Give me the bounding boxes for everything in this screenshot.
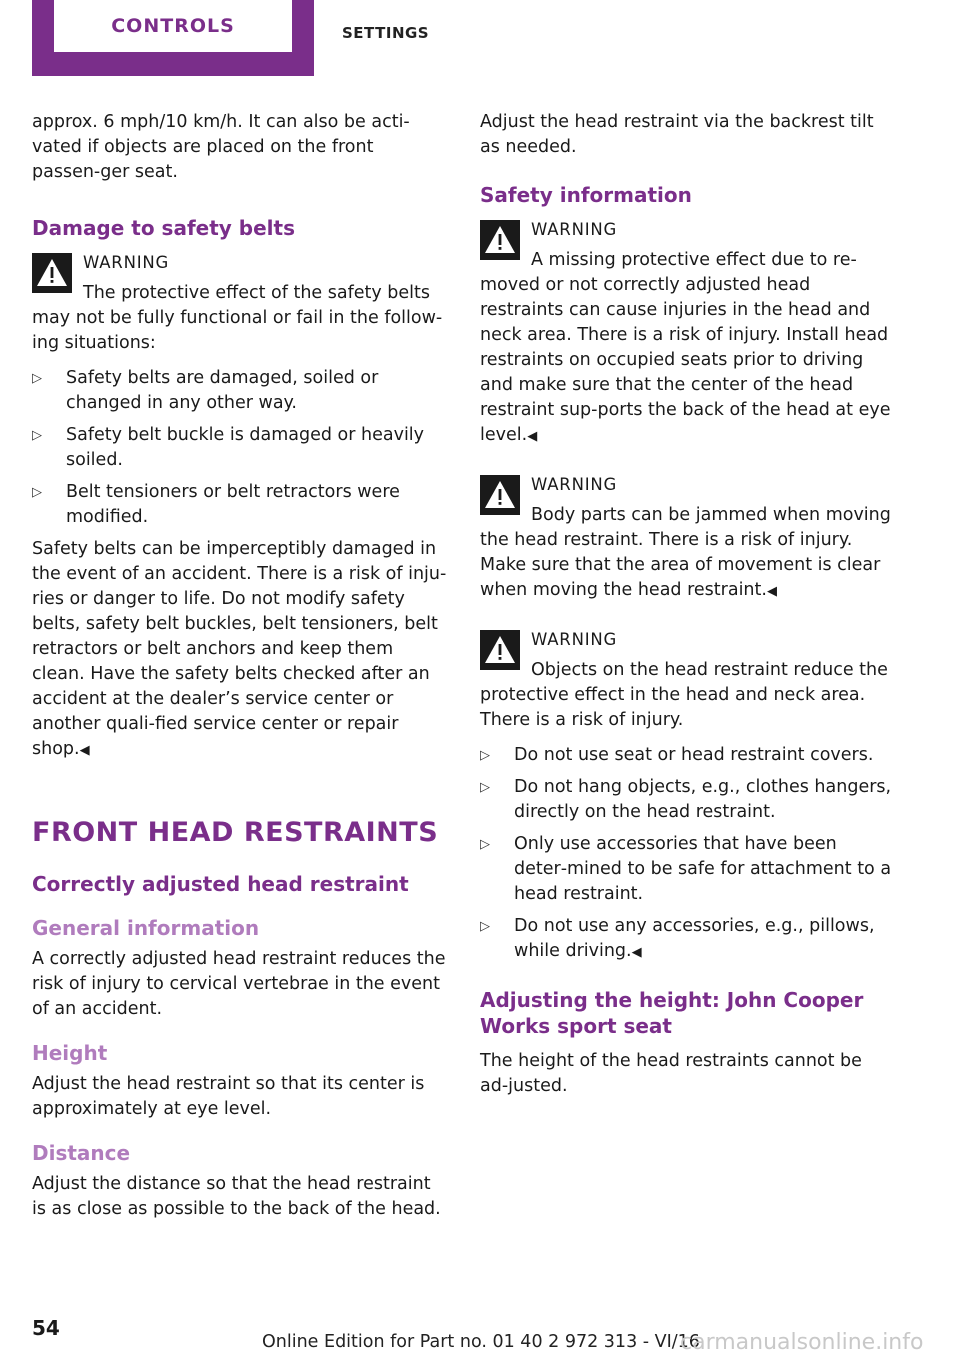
list-item: ▷ Do not use any accessories, e.g., pillows, while driving.◀ <box>480 916 875 961</box>
belts-warning <box>32 251 447 356</box>
general-text: A correctly adjusted head restraint reduces the risk of injury to cervical vertebrae in the event of an accident. <box>32 949 446 1019</box>
warning-title: WARNING <box>83 253 170 272</box>
page-number: 54 <box>32 1316 60 1340</box>
bullet-icon: ▷ <box>480 919 490 934</box>
warning-text: Objects on the head restraint reduce the protective effect in the head and neck area. There is a risk of injury. <box>480 660 888 730</box>
belts-paragraph: Safety belts can be imperceptibly damaged in the event of an accident. There is a risk of inju‐ries or danger to life. Do not modify safety belts, safety belt buckles, belt tensioners, belt retractors or belt anchors and keep them clean. Have the safety belts checked after an accident at the dealer’s service center or another quali‐fied service center or repair shop.◀ <box>32 539 447 759</box>
distance-text: Adjust the distance so that the head restraint is as close as possible to the back of the head. <box>32 1174 441 1219</box>
height-text: Adjust the head restraint so that its center is approximately at eye level. <box>32 1074 425 1119</box>
intro-paragraph: Adjust the head restraint via the backrest tilt as needed. <box>480 112 874 157</box>
correct-heading: Correctly adjusted head restraint <box>32 872 409 896</box>
warning-block-3 <box>480 628 895 733</box>
list-item: ▷ Only use accessories that have been deter‐mined to be safe for attachment to a head restraint. <box>480 834 892 904</box>
left-column <box>32 110 447 1230</box>
warning-title: WARNING <box>531 630 618 649</box>
warning-triangle-icon <box>480 475 520 515</box>
right-column <box>480 110 895 1107</box>
end-mark-icon: ◀ <box>766 584 777 599</box>
belts-list <box>32 366 447 530</box>
edition-text: Online Edition for Part no. 01 40 2 972 313 - VI/16 <box>262 1332 700 1352</box>
tab-controls[interactable] <box>32 0 314 76</box>
safety-heading: Safety information <box>480 183 692 207</box>
warning-text: A missing protective effect due to re‐moved or not correctly adjusted head restraints can cause injuries in the head and neck area. There is a risk of injury. Install head restraints on occupied seats prior to driving and make sure that the center of the head restraint sup‐ports the back of the head at eye level.◀ <box>480 250 891 445</box>
list-item: ▷ Do not hang objects, e.g., clothes hangers, directly on the head restraint. <box>480 777 892 822</box>
distance-heading: Distance <box>32 1141 131 1165</box>
bullet-icon: ▷ <box>32 485 42 500</box>
height-heading: Height <box>32 1041 108 1065</box>
general-heading: General information <box>32 916 260 940</box>
warning-text: Body parts can be jammed when moving the head restraint. There is a risk of injury. Make sure that the area of movement is clear when moving the head restraint.◀ <box>480 505 891 600</box>
jcw-text: The height of the head restraints cannot be ad‐justed. <box>480 1051 862 1096</box>
warning-triangle-icon <box>32 253 72 293</box>
end-mark-icon: ◀ <box>79 743 90 758</box>
intro-paragraph: approx. 6 mph/10 km/h. It can also be acti‐vated if objects are placed on the front passen‐ger seat. <box>32 112 410 182</box>
section-title: FRONT HEAD RESTRAINTS <box>32 817 439 848</box>
warning-triangle-icon <box>480 630 520 670</box>
restraint-list <box>480 743 895 965</box>
warning-triangle-icon <box>480 220 520 260</box>
jcw-heading: Adjusting the height: John Cooper Works sport seat <box>480 988 864 1038</box>
list-item: ▷ Belt tensioners or belt retractors were modified. <box>32 482 400 527</box>
list-item: ▷ Safety belts are damaged, soiled or changed in any other way. <box>32 368 379 413</box>
bullet-icon: ▷ <box>32 371 42 386</box>
bullet-icon: ▷ <box>480 780 490 795</box>
tab-settings[interactable]: SETTINGS <box>342 24 430 42</box>
bullet-icon: ▷ <box>480 837 490 852</box>
warning-text: The protective effect of the safety belts may not be fully functional or fail in the follow‐ing situations: <box>32 283 443 353</box>
bullet-icon: ▷ <box>480 748 490 763</box>
end-mark-icon: ◀ <box>527 429 538 444</box>
bullet-icon: ▷ <box>32 428 42 443</box>
warning-title: WARNING <box>531 220 618 239</box>
belts-heading: Damage to safety belts <box>32 216 295 240</box>
list-item: ▷ Do not use seat or head restraint covers. <box>480 743 895 768</box>
tab-controls-label: CONTROLS <box>54 0 292 52</box>
header-tabbar <box>0 0 960 76</box>
warning-title: WARNING <box>531 475 618 494</box>
watermark: carmanualsonline.info <box>680 1330 924 1355</box>
end-mark-icon: ◀ <box>631 945 642 960</box>
warning-block-1 <box>480 218 895 449</box>
list-item: ▷ Safety belt buckle is damaged or heavily soiled. <box>32 425 425 470</box>
warning-block-2 <box>480 473 895 604</box>
